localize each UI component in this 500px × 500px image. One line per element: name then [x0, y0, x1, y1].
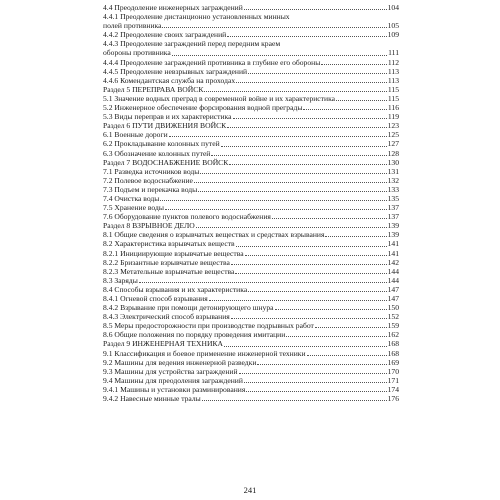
toc-page-number: 135: [387, 193, 399, 203]
toc-entry: [103, 267, 399, 276]
toc-page-number: 104: [387, 3, 399, 12]
toc-dot-leader: [211, 155, 386, 156]
toc-dot-leader: [227, 127, 386, 128]
toc-entry: [103, 58, 399, 67]
toc-dot-leader: [200, 173, 386, 174]
toc-entry: [103, 112, 399, 121]
toc-entry-title: Раздел 9 ИНЖЕНЕРНАЯ ТЕХНИКА: [103, 339, 224, 349]
toc-dot-leader: [245, 255, 387, 256]
toc-dot-leader: [244, 382, 387, 383]
toc-entry-title: 8.2.2 Бризантные взрывчатые вещества: [103, 257, 230, 267]
toc-entry-continuation: полей противника: [103, 21, 162, 31]
toc-dot-leader: [236, 82, 387, 83]
toc-entry-title: 8.2.1 Инициирующие взрывчатые вещества: [103, 248, 244, 258]
toc-page-number: 119: [387, 112, 399, 122]
toc-dot-leader: [286, 336, 386, 337]
toc-page-number: 137: [387, 203, 399, 213]
toc-entry-title: 8.2 Характеристика взрывчатых веществ: [103, 239, 235, 249]
toc-dot-leader: [303, 109, 386, 110]
toc-entry-title: 9.4.1 Машины и установки разминирования: [103, 384, 246, 394]
toc-entry-title: 7.2 Полевое водоснабжение: [103, 175, 193, 185]
toc-entry-continuation: обороны противника: [103, 48, 171, 58]
toc-section-entry: [103, 339, 399, 348]
toc-page-number: 176: [387, 394, 399, 404]
toc-entry-title: 7.1 Разведка источников воды: [103, 166, 200, 176]
toc-entry: [103, 249, 399, 258]
toc-entry: [103, 39, 399, 48]
toc-entry: [103, 12, 399, 21]
toc-page-number: 127: [387, 139, 399, 149]
toc-entry: [103, 230, 399, 239]
toc-page-number: 105: [387, 21, 399, 31]
toc-dot-leader: [272, 218, 387, 219]
toc-entry-title: Раздел 7 ВОДОСНАБЖЕНИЕ ВОЙСК: [103, 157, 229, 167]
toc-entry-title: 4.4.2 Преодоление своих заграждений: [103, 30, 227, 40]
toc-entry: [103, 376, 399, 385]
toc-entry-title: 7.5 Хранение воды: [103, 203, 164, 213]
toc-dot-leader: [236, 246, 387, 247]
toc-entry-title: 8.5 Меры предосторожности при производстве подрывных работ: [103, 321, 314, 331]
toc-entry: [103, 176, 399, 185]
toc-dot-leader: [221, 146, 387, 147]
toc-page-number: 115: [387, 84, 399, 94]
toc-dot-leader: [196, 227, 387, 228]
toc-dot-leader: [198, 191, 386, 192]
toc-dot-leader: [233, 118, 387, 119]
toc-page-number: 111: [388, 48, 399, 58]
toc-dot-leader: [307, 355, 387, 356]
toc-entry: [103, 94, 399, 103]
toc-entry-title: 7.3 Подъем и перекачка воды: [103, 184, 198, 194]
toc-page-number: 131: [387, 166, 399, 176]
toc-entry-title: 7.6 Оборудование пунктов полевого водоснабжения: [103, 212, 271, 222]
toc-entry-title: 9.4.2 Навесные минные тралы: [103, 394, 201, 404]
toc-page-number: 144: [387, 275, 399, 285]
toc-entry: [103, 358, 399, 367]
toc-page-number: 113: [387, 66, 399, 76]
toc-entry: [103, 185, 399, 194]
toc-entry-title: 4.4.4 Преодоление заграждений противника в глубине его обороны: [103, 57, 321, 67]
toc-page-number: 159: [387, 321, 399, 331]
toc-page-number: 141: [387, 239, 399, 249]
toc-entry: [103, 21, 399, 30]
toc-page-number: 115: [387, 93, 399, 103]
toc-dot-leader: [172, 55, 387, 56]
toc-page-number: 147: [387, 284, 399, 294]
toc-entry: [103, 139, 399, 148]
toc-section-entry: [103, 221, 399, 230]
toc-dot-leader: [246, 391, 386, 392]
toc-entry: [103, 239, 399, 248]
toc-entry-title: 4.4.5 Преодоление невзрывных заграждений: [103, 66, 248, 76]
toc-entry: [103, 330, 399, 339]
toc-entry: [103, 394, 399, 403]
toc-entry: [103, 349, 399, 358]
toc-entry-title: 8.1 Общие сведения о взрывчатых веществах и средствах взрывания: [103, 230, 325, 240]
toc-entry-title: 4.4.6 Комендантская служба на проходах: [103, 75, 236, 85]
toc-entry-title: 9.1 Классификация и боевое применение инженерной техники: [103, 348, 306, 358]
toc-page-number: 152: [387, 312, 399, 322]
toc-page-number: 170: [387, 366, 399, 376]
toc-dot-leader: [202, 400, 387, 401]
toc-entry: [103, 67, 399, 76]
toc-entry: [103, 103, 399, 112]
toc-page-number: 125: [387, 130, 399, 140]
toc-dot-leader: [231, 264, 387, 265]
toc-entry-title: 7.4 Очистка воды: [103, 193, 160, 203]
toc-dot-leader: [315, 327, 387, 328]
toc-entry: [103, 385, 399, 394]
toc-entry-title: 6.1 Военные дороги: [103, 130, 168, 140]
toc-dot-leader: [336, 100, 387, 101]
toc-entry: [103, 30, 399, 39]
toc-entry: [103, 212, 399, 221]
toc-dot-leader: [204, 91, 386, 92]
toc-entry-title: 4.4.1 Преодоление дистанционно установленных минных: [103, 12, 290, 22]
toc-dot-leader: [227, 36, 386, 37]
toc-dot-leader: [248, 291, 386, 292]
toc-page-number: 147: [387, 294, 399, 303]
toc-dot-leader: [321, 64, 387, 65]
toc-entry-title: 9.4 Машины для преодоления заграждений: [103, 375, 243, 385]
toc-page-number: 128: [387, 148, 399, 158]
toc-entry: [103, 149, 399, 158]
toc-entry-title: 5.3 Виды переправ и их характеристика: [103, 112, 232, 122]
table-of-contents: [103, 3, 399, 403]
toc-page-number: 144: [387, 266, 399, 276]
toc-entry: [103, 312, 399, 321]
toc-dot-leader: [229, 164, 386, 165]
toc-entry: [103, 203, 399, 212]
toc-dot-leader: [239, 373, 387, 374]
toc-dot-leader: [209, 300, 387, 301]
toc-entry-title: 6.2 Прокладывание колонных путей: [103, 139, 220, 149]
toc-entry: [103, 276, 399, 285]
toc-dot-leader: [194, 182, 387, 183]
toc-page-number: 133: [387, 184, 399, 194]
toc-entry-title: 4.4.3 Преодоление заграждений перед передним краем: [103, 39, 281, 49]
toc-entry-title: 8.4.3 Электрический способ взрывания: [103, 312, 230, 322]
toc-page-number: 141: [387, 248, 399, 258]
toc-page-number: 109: [387, 30, 399, 40]
page-number: 241: [243, 485, 257, 495]
toc-page-number: 137: [387, 212, 399, 222]
toc-entry: [103, 167, 399, 176]
toc-page-number: 116: [387, 103, 399, 113]
toc-entry: [103, 130, 399, 139]
toc-entry-title: 9.2 Машины для ведения инженерной разведки: [103, 357, 257, 367]
toc-entry-title: 9.3 Машины для устройства заграждений: [103, 366, 238, 376]
toc-entry: [103, 76, 399, 85]
toc-page-number: 142: [387, 257, 399, 267]
toc-dot-leader: [235, 273, 386, 274]
toc-section-entry: [103, 158, 399, 167]
toc-page-number: 139: [387, 221, 399, 231]
toc-entry-title: 5.2 Инженерное обеспечение форсирования водной преграды: [103, 103, 303, 113]
toc-page-number: 169: [387, 357, 399, 367]
toc-entry: [103, 321, 399, 330]
toc-page-number: 162: [387, 330, 399, 340]
toc-dot-leader: [169, 136, 387, 137]
toc-entry-title: 8.3 Заряды: [103, 275, 138, 285]
toc-entry: [103, 303, 399, 312]
toc-entry: [103, 294, 399, 303]
toc-entry: [103, 285, 399, 294]
toc-entry-title: 8.4.2 Взрывание при помощи детонирующего шнура: [103, 303, 274, 313]
toc-entry: [103, 194, 399, 203]
toc-dot-leader: [275, 309, 387, 310]
toc-entry-title: 6.3 Обозначение колонных путей: [103, 148, 211, 158]
toc-dot-leader: [248, 73, 387, 74]
toc-page-number: 168: [387, 339, 399, 349]
toc-entry: [103, 367, 399, 376]
toc-section-entry: [103, 121, 399, 130]
toc-page-number: 174: [387, 384, 399, 394]
toc-dot-leader: [139, 282, 387, 283]
toc-page-number: 113: [387, 75, 399, 85]
toc-page-number: 112: [387, 57, 399, 67]
toc-entry-title: 5.1 Значение водных преград в современной войне и их характеристика: [103, 93, 336, 103]
toc-dot-leader: [224, 346, 387, 347]
toc-page-number: 150: [387, 303, 399, 313]
toc-entry-title: 8.4 Способы взрывания и их характеристика: [103, 284, 248, 294]
toc-page-number: 171: [387, 375, 399, 385]
toc-entry-title: Раздел 8 ВЗРЫВНОЕ ДЕЛО: [103, 221, 195, 231]
toc-entry-title: 4.4 Преодоление инженерных заграждений: [103, 3, 243, 12]
toc-page-number: 132: [387, 175, 399, 185]
toc-page-number: 123: [387, 121, 399, 131]
toc-page-number: 130: [387, 157, 399, 167]
toc-entry: [103, 3, 399, 12]
toc-entry-title: Раздел 5 ПЕРЕПРАВА ВОЙСК: [103, 84, 204, 94]
toc-dot-leader: [162, 27, 386, 28]
toc-dot-leader: [325, 236, 386, 237]
toc-page-number: 168: [387, 348, 399, 358]
toc-dot-leader: [160, 200, 386, 201]
toc-entry-title: 8.4.1 Огневой способ взрывания: [103, 294, 208, 303]
toc-dot-leader: [231, 318, 387, 319]
toc-dot-leader: [257, 364, 386, 365]
toc-page-number: 139: [387, 230, 399, 240]
toc-entry-title: 8.2.3 Метательные взрывчатые вещества: [103, 266, 235, 276]
toc-entry: [103, 258, 399, 267]
toc-section-entry: [103, 85, 399, 94]
toc-entry-title: 8.6 Общие положения по порядку проведения имитации: [103, 330, 286, 340]
toc-entry-title: Раздел 6 ПУТИ ДВИЖЕНИЯ ВОЙСК: [103, 121, 227, 131]
toc-entry: [103, 48, 399, 57]
toc-dot-leader: [244, 9, 387, 10]
toc-dot-leader: [165, 209, 387, 210]
